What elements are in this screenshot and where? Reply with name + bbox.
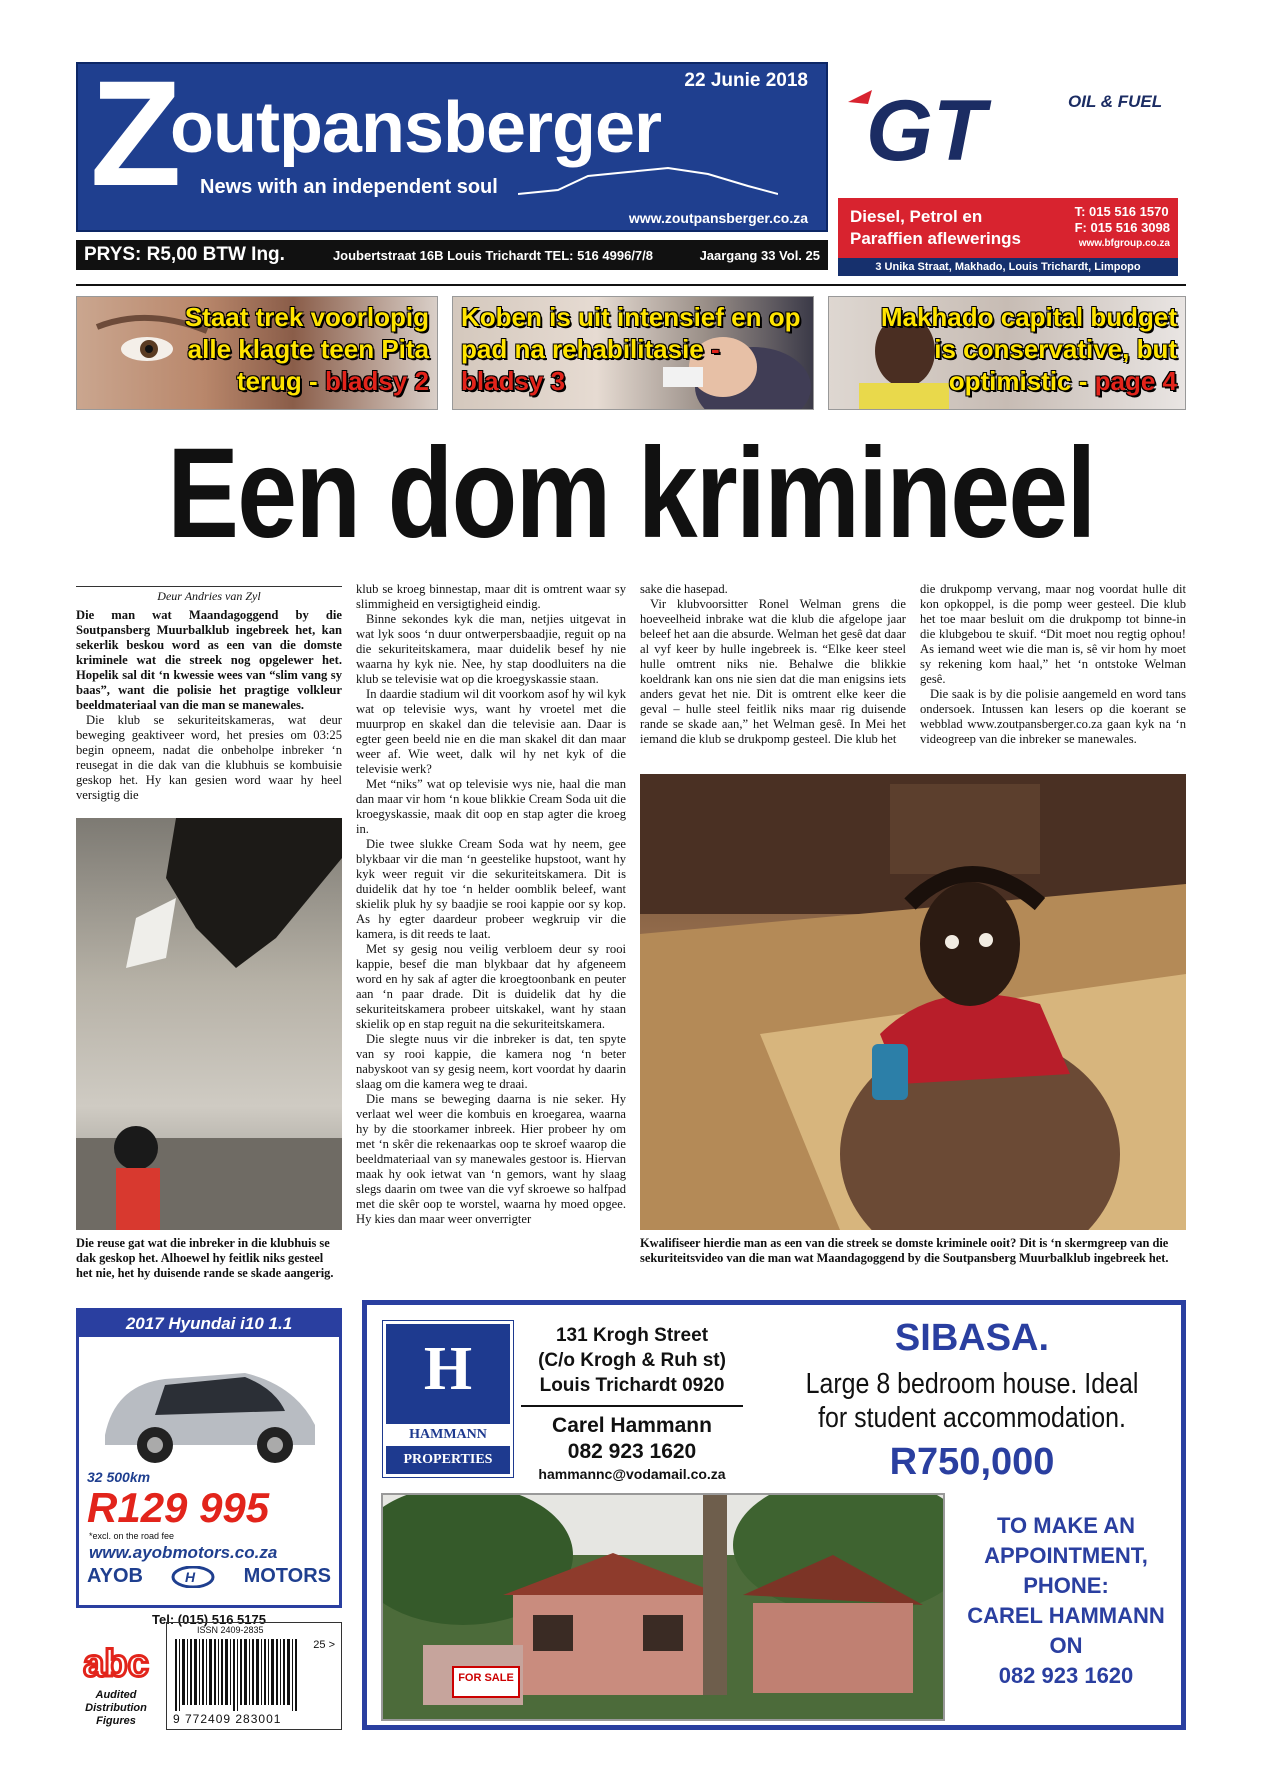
appointment-line: PHONE: [1023, 1573, 1109, 1598]
abc-logo [78, 1640, 154, 1728]
for-sale-sign: FOR SALE [458, 1672, 514, 1684]
address-line: (C/o Krogh & Ruh st) [538, 1350, 726, 1371]
masthead-initial: Z [90, 49, 178, 217]
hammann-logo-name: HAMMANN [386, 1424, 510, 1446]
appointment-line: CAREL HAMMANN [967, 1603, 1165, 1628]
article-column-4 [920, 582, 1186, 747]
teaser-3-text: Makhado capital budget is conservative, but optimistic - [880, 302, 1177, 396]
byline: Deur Andries van Zyl [76, 586, 342, 604]
issue-date: 22 Junie 2018 [684, 70, 808, 91]
address-line: 131 Krogh Street [555, 1325, 709, 1346]
masthead-url[interactable]: www.zoutpansberger.co.za [628, 210, 808, 226]
car-price: R129 995 [87, 1484, 270, 1531]
appointment-line: ON [1049, 1633, 1083, 1658]
gt-logo-text: GT [866, 84, 986, 174]
hammann-logo [383, 1321, 513, 1477]
abc-logo-icon [78, 1640, 154, 1684]
car-ad-url[interactable]: www.ayobmotors.co.za [89, 1543, 278, 1562]
svg-text:H: H [185, 1568, 196, 1585]
roof-hole-photo [76, 818, 342, 1230]
article-paragraph: Die klub se sekuriteitskameras, wat deur beweging geaktiveer word, het presies om 03:25 begin opneem, nadat die onbeholpe inbreker ‘n reusegat in die dak van die klubhuis se kombuisie geskop het. Hy kan gesien word waar hy heel versigtig die [76, 713, 342, 802]
teaser-2[interactable] [452, 296, 814, 410]
caption-right: Kwalifiseer hierdie man as een van die streek se domste kriminele ooit? Dit is ‘n skermgreep van die sekuriteitsvideo van die man wat Maandagoggend by die Soutpansberg Muurbalklub ingebreek het. [640, 1236, 1169, 1265]
car-photo [95, 1345, 325, 1465]
article-paragraph: klub se kroeg binnestap, maar dit is omtrent waar sy slimmigheid en versigtigheid eindig. [356, 582, 626, 611]
teaser-2-text: Koben is uit intensief en op pad na rehabilitasie [461, 302, 801, 364]
info-bar [76, 240, 828, 270]
car-fee-note: *excl. on the road fee [89, 1531, 175, 1541]
appointment-line: 082 923 1620 [998, 1663, 1134, 1688]
barcode-number: 9 772409 283001 [173, 1712, 282, 1726]
masthead-tagline: News with an independent soul [200, 176, 498, 198]
headline: Een dom krimineel [167, 422, 1095, 565]
office-address: Joubertstraat 16B Louis Trichardt TEL: 516 4996/7/8 [332, 247, 653, 263]
hammann-logo-sub: PROPERTIES [403, 1452, 493, 1467]
article-column-2 [356, 582, 626, 1227]
article-paragraph: Met sy gesig nou veilig verbloem deur sy rooi kappie, besef die man blykbaar dat hy afgeneem word en hy sak af agter die kroegtoonbank en peuter aan ‘n paar drade. Dit is duidelik dat hy die sekuriteitskamera probeer uitskakel, want hy staan skielik op en stap reguit na die sekuriteitskamera. [356, 942, 626, 1031]
gt-tel: T: 015 516 1570 [1074, 204, 1169, 219]
article-paragraph: Met “niks” wat op televisie wys nie, haal die man dan maar vir hom ‘n koue blikkie Cream Soda uit die kroegyskassie, maak dit oop en stap agter die kroeg in. [356, 777, 626, 836]
car-ad-title: 2017 Hyundai i10 1.1 [79, 1311, 339, 1337]
cover-price: PRYS: R5,00 BTW Ing. [84, 244, 285, 265]
mountain-outline-icon [518, 164, 778, 204]
appointment-line: APPOINTMENT, [984, 1543, 1148, 1568]
article-column-3 [640, 582, 906, 747]
dealer-brand-left: AYOB [87, 1565, 143, 1587]
dealer-brand-right: MOTORS [243, 1565, 331, 1587]
listing-description: Large 8 bedroom house. Ideal for student accommodation. [805, 1368, 1139, 1434]
contact-phone: 082 923 1620 [567, 1440, 697, 1463]
car-ad[interactable] [76, 1308, 342, 1627]
property-ad[interactable] [362, 1300, 1186, 1730]
gt-fax: F: 015 516 3098 [1074, 220, 1170, 235]
gt-address: 3 Unika Straat, Makhado, Louis Trichardt, Limpopo [838, 258, 1178, 276]
car-mileage: 32 500km [87, 1469, 151, 1485]
car-ad-tel: Tel: (015) 516 5175 [152, 1612, 266, 1627]
volume-number: Jaargang 33 Vol. 25 [699, 247, 820, 263]
article-paragraph: Die twee slukke Cream Soda wat hy neem, gee blykbaar vir die man ‘n geestelike hupstoot, want hy kyk weer reguit vir die sekuriteitskamera. Dit is duidelik dat hy toe ‘n helder oomblik beleef, want skielik pluk hy sy baadjie se rooi kappie oor sy kop. As hy egter daardeur probeer wegkruip vir die kamera, is dit reeds te laat. [356, 837, 626, 941]
masthead-title: outpansberger [170, 88, 662, 168]
svg-text:abc: abc [83, 1643, 149, 1684]
article-paragraph: Binne sekondes kyk die man, netjies uitgevat in wat lyk soos ‘n duur ontwerpersbaadjie, reguit op na die sekuriteitskamera, maar duidelik besef hy nie waarna hy kyk nie. Nee, hy stap doodluiters na die klub se televisie wat op die kroegyskassie staan. [356, 612, 626, 686]
cctv-still-photo [640, 774, 1186, 1230]
teaser-1-ref: bladsy 2 [324, 366, 429, 396]
article-paragraph: Die saak is by die polisie aangemeld en word tans ondersoek. Intussen kan lesers op die koerant se webblad www.zoutpansberger.co.za gaan kyk na ‘n videogreep van die inbreker se manewales. [920, 687, 1186, 746]
appointment-text [955, 1511, 1177, 1691]
gt-contact-box [838, 198, 1178, 258]
article-paragraph: In daardie stadium wil dit voorkom asof hy wil kyk wat op televisie wys, want hy vroetel met die muurprop en skakel dan die televisie aan. Daar is egter geen beeld nie en die man skakel dit dan maar weer af. Wie weet, dalk wil hy net kyk of die televisie werk? [356, 687, 626, 776]
gt-site[interactable]: www.bfgroup.co.za [1078, 238, 1170, 249]
article-paragraph: die drukpomp vervang, maar nog voordat hulle dit kon opkoppel, is die pomp weer gesteel. Die klub het toe maar besluit om die drukpomp tot binne-in die klubgebou te skuif. “Dit moet nou regtig ophou! As iemand weet wie die man is, sê vir hom hy moet sy rekening kom haal,” het ‘n ontstoke Welman gesê. [920, 582, 1186, 686]
article-paragraph: Die mans se beweging daarna is nie seker. Hy verlaat wel weer die kombuis en kroegarea, waarna hy by die stoorkamer inbreek. Hier probeer hy om met ‘n skêr die rekenaarkas oop te skroef waarop die beeldmateriaal van sy manewales gestoor is. Hiervan maak hy ook ietwat van ‘n gemors, want hy slaag slegs daarin om twee van die vyf skroewe so halfpad met die skêr oop te worstel, waarna hy moed opgee. Hy kies dan maar weer onverrigter [356, 1092, 626, 1226]
house-photo [381, 1493, 945, 1721]
abc-text: Audited Distribution Figures [85, 1689, 147, 1727]
address-line: Louis Trichardt 0920 [539, 1375, 725, 1396]
listing-title: SIBASA. [894, 1317, 1050, 1359]
teaser-3-ref: page 4 [1094, 366, 1177, 396]
barcode-icon [175, 1639, 305, 1711]
agency-address [521, 1323, 743, 1398]
issue-number: 25 > [313, 1639, 335, 1651]
hammann-logo-letter: H [423, 1335, 473, 1403]
contact-name: Carel Hammann [552, 1414, 712, 1437]
dealer-brand [87, 1565, 331, 1588]
appointment-line: TO MAKE AN [996, 1513, 1136, 1538]
caption-left: Die reuse gat wat die inbreker in die klubhuis se dak geskop het. Alhoewel hy feitlik niks gesteel het nie, het hy duisende rande se skade aangerig. [76, 1236, 334, 1280]
listing-price: R750,000 [889, 1441, 1055, 1483]
masthead [76, 49, 828, 232]
teaser-1[interactable] [76, 296, 438, 410]
gt-logo-icon [846, 84, 1076, 174]
article-lead: Die man wat Maandagoggend by die Soutpansberg Muurbalklub ingebreek het, kan sekerlik beskou word as een van die domste kriminele wat die streek nog opgelewer het. Hopelik sal dit ‘n kwessie wees van “slim vang sy baas”, want die polisie het pragtige volkleur beeldmateriaal van die man se manewales. [76, 608, 342, 712]
agency-contact [521, 1405, 743, 1483]
gt-service: Diesel, Petrol en Paraffien aflewerings [850, 207, 1022, 248]
barcode [166, 1622, 342, 1730]
teaser-2-ref: - bladsy 3 [461, 334, 720, 396]
article-paragraph: Vir klubvoorsitter Ronel Welman grens die hoeveelheid inbrake wat die klub die afgelope jaar beleef het aan die absurde. Welman het gesê dat daar al vyf keer by hulle ingebreek is. “Elke keer steel hulle omtrent niks nie. Behalwe die blikkie koeldrank kan ons nie sien dat die man enigsins iets anders gevat het nie. Dit is omtrent elke keer die geval – hulle steel feitlik niks maar rig duisende rande se skade aan,” het Welman gesê. In Mei het iemand die klub se drukpomp gesteel. Die klub het [640, 597, 906, 746]
gt-sub: OIL & FUEL [1068, 92, 1163, 111]
teaser-1-text: Staat trek voorlopig alle klagte teen Pita terug - [184, 302, 429, 396]
teaser-3[interactable] [828, 296, 1186, 410]
article-paragraph: Die slegte nuus vir die inbreker is dat, ten spyte van sy rooi kappie, die kamera nog ‘n beter nabyskoot van sy gesig neem, kort voordat hy daarin slaag om die kamera weg te draai. [356, 1032, 626, 1091]
article-column-1 [76, 608, 342, 803]
contact-email[interactable]: hammannc@vodamail.co.za [538, 1466, 726, 1482]
issn-number: ISSN 2409-2835 [197, 1625, 264, 1635]
hyundai-badge-icon [171, 1566, 215, 1588]
divider [76, 284, 1186, 286]
article-paragraph: sake die hasepad. [640, 582, 728, 596]
